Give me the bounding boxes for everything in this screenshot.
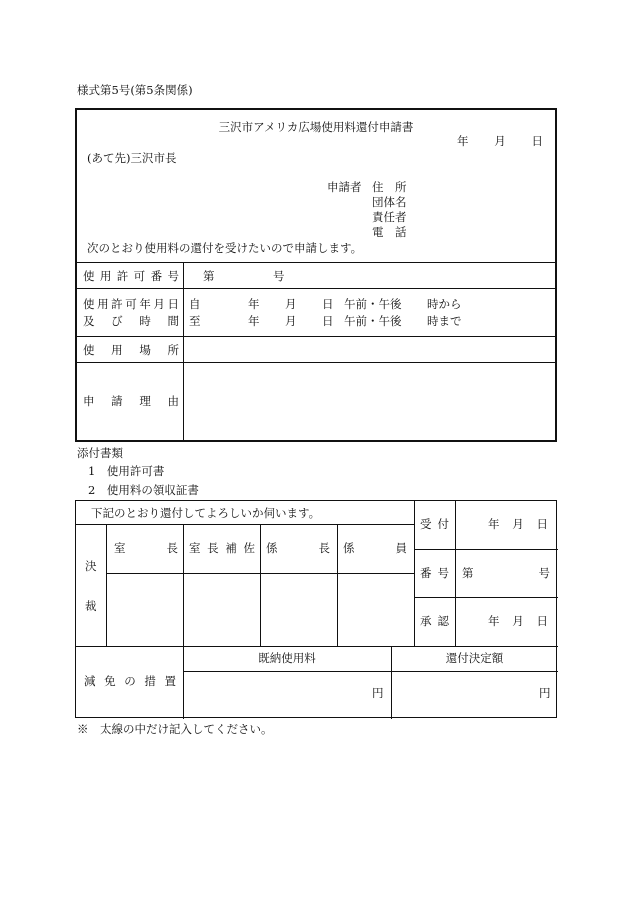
usage-to-time[interactable]: 時まで: [427, 314, 462, 328]
seal-deputy-director[interactable]: [184, 574, 259, 645]
usage-from-time[interactable]: 時から: [427, 297, 462, 311]
paid-fee-header: 既納使用料: [258, 651, 316, 665]
usage-from-month[interactable]: 月: [285, 297, 297, 311]
form-title: 三沢市アメリカ広場使用料還付申請書: [218, 120, 414, 134]
request-statement: 次のとおり使用料の還付を受けたいので申請します。: [87, 241, 363, 255]
permit-number-prefix: 第: [203, 269, 215, 283]
paid-fee-input[interactable]: [184, 673, 370, 717]
attachment-item: 1 使用許可書: [88, 464, 165, 478]
usage-to-month[interactable]: 月: [285, 314, 297, 328]
date-year-label: 年: [457, 134, 469, 148]
attachment-item: 2 使用料の領収証書: [88, 483, 199, 497]
usage-from-day[interactable]: 日: [322, 297, 334, 311]
addressee: (あて先)三沢市長: [87, 151, 177, 165]
approval-statement: 下記のとおり還付してよろしいか伺います。: [91, 506, 321, 520]
approved-label: 承 認: [420, 614, 449, 628]
role-director: 室 長: [114, 541, 178, 555]
approved-date[interactable]: 年 月 日: [488, 614, 548, 628]
attachments-heading: 添付書類: [77, 446, 123, 460]
permit-number-input[interactable]: [217, 264, 267, 286]
applicant-field-representative[interactable]: 責任者: [372, 210, 407, 224]
role-deputy-director: 室 長 補 佐: [189, 541, 255, 555]
form-number: 様式第5号(第5条関係): [77, 83, 193, 97]
place-label: 使 用 場 所: [83, 343, 179, 357]
reduction-label: 減 免 の 措 置: [84, 674, 176, 688]
footnote: ※ 太線の中だけ記入してください。: [77, 722, 273, 736]
approval-box: [75, 500, 557, 718]
date-month-label: 月: [494, 134, 506, 148]
usage-to-day[interactable]: 日: [322, 314, 334, 328]
seal-staff[interactable]: [338, 574, 413, 645]
approval-number[interactable]: 第 号: [462, 566, 550, 580]
usage-to-word: 至: [189, 314, 201, 328]
applicant-label: 申請者: [327, 180, 362, 194]
usage-from-year[interactable]: 年: [248, 297, 260, 311]
role-section-chief: 係 長: [266, 541, 330, 555]
permit-number-suffix: 号: [273, 269, 285, 283]
seal-section-chief[interactable]: [261, 574, 336, 645]
seal-director[interactable]: [107, 574, 182, 645]
reason-input[interactable]: [185, 364, 555, 440]
refund-yen: 円: [539, 686, 551, 700]
refund-input[interactable]: [393, 673, 537, 717]
refund-header: 還付決定額: [445, 651, 504, 665]
applicant-field-address[interactable]: 住 所: [372, 180, 407, 194]
received-label: 受 付: [420, 517, 449, 531]
role-staff: 係 員: [343, 541, 407, 555]
application-box: [75, 108, 557, 442]
usage-to-year[interactable]: 年: [248, 314, 260, 328]
usage-date-label-line2: 及 び 時 間: [83, 314, 179, 328]
application-date[interactable]: [457, 136, 543, 148]
reason-label: 申 請 理 由: [83, 394, 179, 408]
number-label: 番 号: [420, 566, 449, 580]
usage-to-ampm[interactable]: 午前・午後: [344, 314, 402, 328]
kessai-char: 裁: [85, 599, 97, 613]
usage-date-label-line1: 使 用 許 可 年 月 日: [83, 297, 179, 311]
date-day-label: 日: [531, 134, 543, 148]
permit-number-label: 使 用 許 可 番 号: [83, 269, 179, 283]
applicant-field-organization[interactable]: 団体名: [372, 195, 407, 209]
applicant-field-phone[interactable]: 電 話: [372, 225, 407, 239]
paid-fee-yen: 円: [372, 686, 384, 700]
usage-from-ampm[interactable]: 午前・午後: [344, 297, 402, 311]
usage-from-word: 自: [189, 297, 201, 311]
place-input[interactable]: [185, 338, 555, 360]
kessai-char: 決: [85, 559, 97, 573]
received-date[interactable]: 年 月 日: [488, 517, 548, 531]
